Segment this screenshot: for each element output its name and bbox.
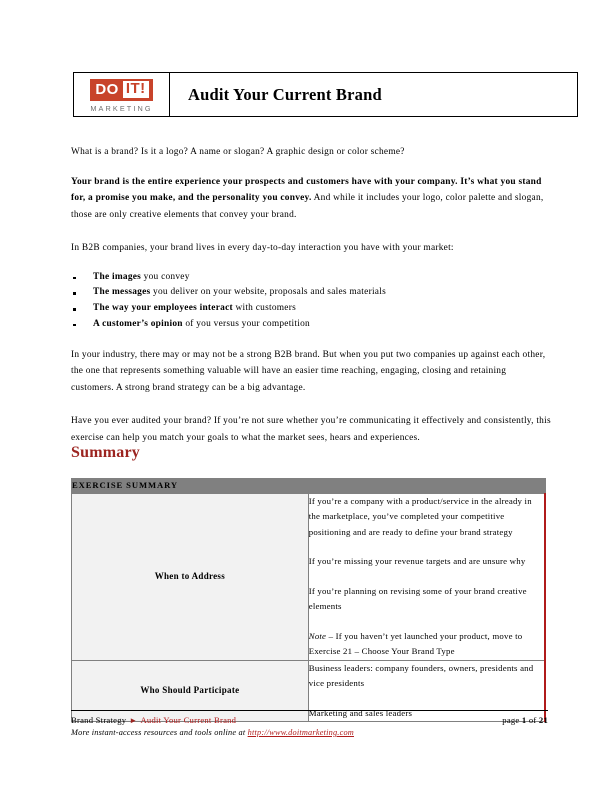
value-block: Business leaders: company founders, owners, presidents and vice presidents <box>308 662 534 688</box>
document-body <box>71 144 551 459</box>
list-item-bold: A customer’s opinion <box>93 318 183 329</box>
logo-text-it: IT! <box>125 79 146 97</box>
list-item-rest: with customers <box>232 303 296 314</box>
page-middle: of <box>526 715 539 725</box>
value-block: If you’re missing your revenue targets and are unsure why <box>308 556 526 566</box>
row-value-when-to-address <box>308 493 545 660</box>
list-item-rest: you convey <box>141 271 190 282</box>
paragraph-audit-question: Have you ever audited your brand? If you’re not sure whether you’re communicating it effectively and consistently, this exercise can help you match your goals to what the market sees, hears and experiences. <box>71 416 551 443</box>
list-item-bold: The messages <box>93 287 151 298</box>
list-item <box>71 317 551 333</box>
breadcrumb-current-title: Audit Your Current Brand <box>140 715 237 725</box>
logo-it-box <box>123 81 149 98</box>
page-footer <box>71 710 548 737</box>
table-row <box>72 493 546 660</box>
row-label-who-should-participate: Who Should Participate <box>72 660 309 722</box>
list-item-rest: you deliver on your website, proposals and sales materials <box>150 287 386 298</box>
note-label: Note <box>308 630 327 641</box>
paragraph-brand-definition <box>71 174 551 224</box>
exercise-summary-table <box>71 478 546 722</box>
table-header-label: EXERCISE SUMMARY <box>72 479 546 494</box>
value-block: If you’re a company with a product/service in the already in the marketplace, you’ve completed your competitive positioning and are ready to define your brand strategy <box>308 495 532 537</box>
list-item-rest: of you versus your competition <box>182 318 310 329</box>
logo-text-do: DO <box>95 80 119 98</box>
row-label-when-to-address: When to Address <box>72 493 309 660</box>
list-item-bold: The images <box>93 271 142 282</box>
document-header-banner <box>73 72 578 117</box>
breadcrumb <box>71 715 236 725</box>
logo <box>74 73 170 116</box>
list-item <box>71 285 551 301</box>
footer-top-row <box>71 715 548 725</box>
value-block: Marketing and sales leaders <box>308 707 413 718</box>
logo-text-marketing: MARKETING <box>90 103 153 113</box>
page-total: 21 <box>538 715 548 725</box>
page-current: 1 <box>521 715 527 725</box>
page-title: Audit Your Current Brand <box>188 84 382 104</box>
page-prefix: page <box>502 715 522 725</box>
breadcrumb-section: Brand Strategy <box>71 715 127 725</box>
footer-tagline: More instant-access resources and tools online at <box>71 728 248 737</box>
definition-rest-text: And while it includes your logo, color palette and slogan, those are only creative elements that convey your brand. <box>71 193 544 220</box>
list-item <box>71 301 551 317</box>
brand-touchpoints-list <box>71 270 551 333</box>
list-item <box>71 270 551 286</box>
paragraph-intro-questions: What is a brand? Is it a logo? A name or slogan? A graphic design or color scheme? <box>71 147 405 157</box>
breadcrumb-arrow-icon: ► <box>129 716 138 725</box>
note-text: – If you haven’t yet launched your product, move to Exercise 21 – Choose Your Brand Type <box>308 630 523 656</box>
paragraph-b2b-intro: In B2B companies, your brand lives in every day-to-day interaction you have with your market: <box>71 243 454 253</box>
paragraph-industry: In your industry, there may or may not be a strong B2B brand. But when you put two companies up against each other, the one that represents something valuable will have an easier time reaching, engaging, closing and retaining customers. A strong brand strategy can be a big advantage. <box>71 349 546 393</box>
value-block: If you’re planning on revising some of your brand creative elements <box>308 585 527 611</box>
footer-website-link[interactable]: http://www.doitmarketing.com <box>247 728 354 737</box>
header-title-cell <box>170 73 577 116</box>
table-header-row <box>72 479 546 494</box>
footer-tagline-row <box>71 728 548 737</box>
logo-mark <box>90 79 152 101</box>
list-item-bold: The way your employees interact <box>93 303 233 314</box>
definition-bold-text: Your brand is the entire experience your prospects and customers have with your company. It’s what you stand for, a promise you make, and the personality you convey. <box>71 176 542 203</box>
summary-heading: Summary <box>71 444 140 461</box>
value-block-note <box>309 629 544 660</box>
page-number-indicator <box>502 715 548 725</box>
